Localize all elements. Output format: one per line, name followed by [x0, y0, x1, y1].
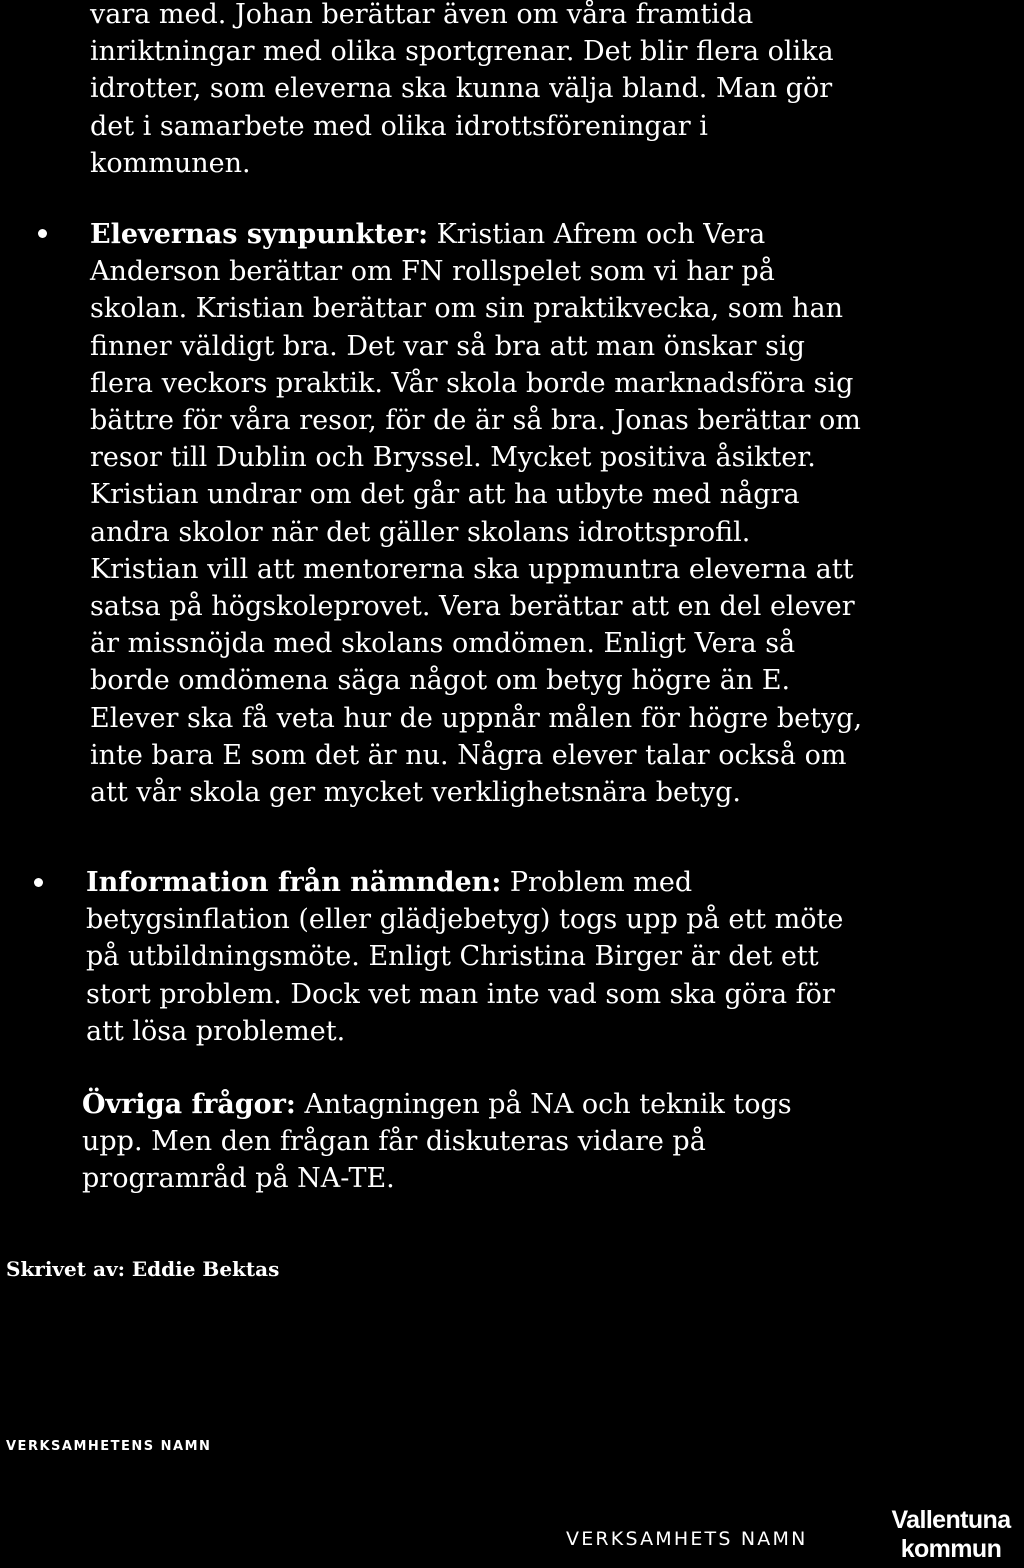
elevernas-heading: Elevernas synpunkter:: [90, 219, 429, 250]
author-line: [6, 1256, 279, 1282]
ovriga-heading: Övriga frågor:: [82, 1089, 296, 1120]
organization-name-footer: VERKSAMHETS NAMN: [566, 1528, 808, 1550]
ovriga-body: Antagningen på NA och teknik togs upp. Men den frågan får diskuteras vidare på programråd på NA-TE.: [82, 1089, 792, 1195]
namnden-body: Problem med betygsinflation (eller glädjebetyg) togs upp på ett möte på utbildningsmöte. Enligt Christina Birger är det ett stort problem. Dock vet man inte vad som ska göra för att lösa problemet.: [86, 867, 844, 1047]
bullet-dot-icon: [34, 878, 43, 887]
author-label: Skrivet av:: [6, 1257, 125, 1281]
logo-line-1: Vallentuna: [891, 1506, 1011, 1534]
ovriga-fragor-paragraph: [82, 1086, 982, 1198]
elevernas-paragraph: [90, 216, 1010, 811]
vallentuna-kommun-logo: [882, 1506, 1020, 1564]
namnden-heading: Information från nämnden:: [86, 867, 502, 898]
bullet-dot-icon: [38, 229, 47, 238]
intro-paragraph: vara med. Johan berättar även om våra framtida inriktningar med olika sportgrenar. Det blir flera olika idrotter, som eleverna ska kunna välja bland. Man gör det i samarbete med olika idrottsföreningar i kommunen.: [90, 0, 834, 179]
namnden-paragraph: [86, 864, 1006, 1050]
bullet-information-namnden: [86, 864, 1006, 1050]
bullet-elevernas-synpunkter: [90, 216, 1010, 811]
author-name: Eddie Bektas: [124, 1257, 280, 1281]
logo-line-2: kommun: [900, 1535, 1002, 1563]
organization-name-small: VERKSAMHETENS NAMN: [6, 1439, 212, 1454]
elevernas-body: Kristian Afrem och Vera Anderson berättar om FN rollspelet som vi har på skolan. Kristian berättar om sin praktikvecka, som han finner väldigt bra. Det var så bra att man önskar sig flera veckors praktik. Vår skola borde marknadsföra sig bättre för våra resor, för de är så bra. Jonas berättar om resor till Dublin och Bryssel. Mycket positiva åsikter. Kristian undrar om det går att ha utbyte med några andra skolor när det gäller skolans idrottsprofil. Kristian vill att mentorerna ska uppmuntra eleverna att satsa på högskoleprovet. Vera berättar att en del elever är missnöjda med skolans omdömen. Enligt Vera så borde omdömena säga något om betyg högre än E. Elever ska få veta hur de uppnår målen för högre betyg, inte bara E som det är nu. Några elever talar också om att vår skola ger mycket verklighetsnära betyg.: [90, 219, 863, 809]
